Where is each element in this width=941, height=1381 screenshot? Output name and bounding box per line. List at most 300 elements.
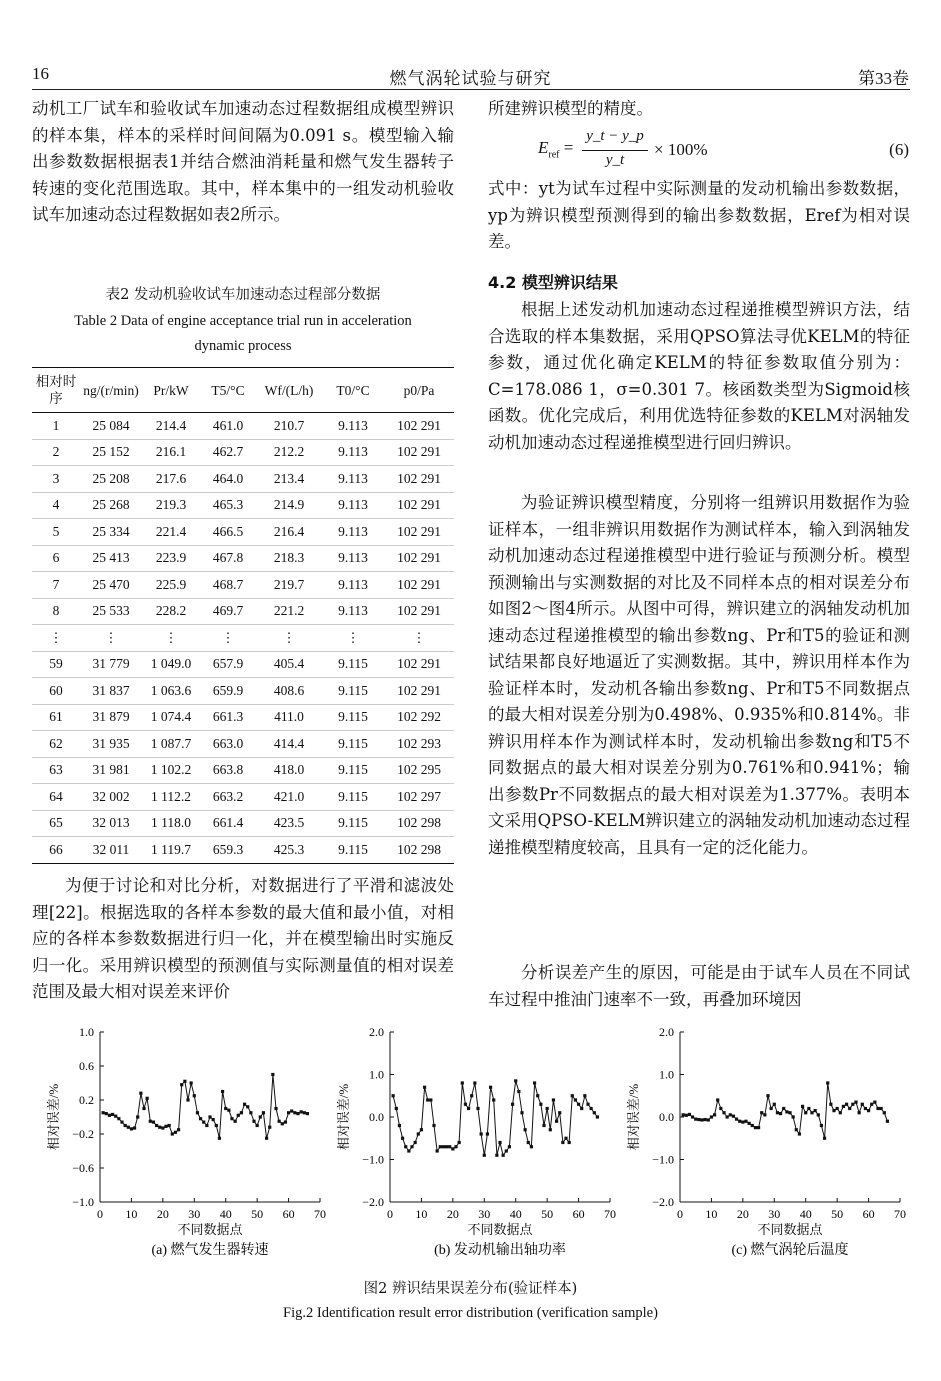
data-point bbox=[392, 1094, 395, 1097]
x-tick-label: 10 bbox=[705, 1207, 718, 1221]
volume-label: 第33卷 bbox=[858, 69, 909, 88]
data-point bbox=[530, 1145, 533, 1148]
data-point bbox=[142, 1107, 145, 1110]
data-point bbox=[196, 1111, 199, 1114]
data-point bbox=[398, 1124, 401, 1127]
table-cell: 9.115 bbox=[322, 731, 384, 758]
table-cell: 214.4 bbox=[142, 413, 200, 440]
data-point bbox=[183, 1080, 186, 1083]
table-cell: 212.2 bbox=[256, 439, 322, 466]
data-point bbox=[744, 1120, 747, 1123]
data-point bbox=[486, 1132, 489, 1135]
data-point bbox=[414, 1141, 417, 1144]
data-point bbox=[795, 1128, 798, 1131]
table-cell: 102 293 bbox=[384, 731, 454, 758]
data-point bbox=[596, 1115, 599, 1118]
data-point bbox=[186, 1098, 189, 1101]
data-point bbox=[274, 1107, 277, 1110]
data-point bbox=[719, 1107, 722, 1110]
table-cell: 9.113 bbox=[322, 413, 384, 440]
data-point bbox=[549, 1128, 552, 1131]
data-point bbox=[146, 1097, 149, 1100]
table-row bbox=[32, 519, 454, 546]
eq-fraction-bar bbox=[582, 150, 648, 151]
x-tick-label: 50 bbox=[251, 1207, 264, 1221]
data-point bbox=[842, 1105, 845, 1108]
data-point bbox=[271, 1073, 274, 1076]
table-cell: 102 291 bbox=[384, 651, 454, 678]
table-cell: 102 298 bbox=[384, 837, 454, 864]
table-cell: 461.0 bbox=[200, 413, 256, 440]
data-point bbox=[748, 1122, 751, 1125]
data-point bbox=[177, 1128, 180, 1131]
left-top-paragraph: 动机工厂试车和验收试车加速动态过程数据组成模型辨识的样本集，样本的采样时间间隔为0.091 s。模型输入输出参数数据根据表1并结合燃油消耗量和燃气发生器转子转速的变化范围选取。其中，样本集中的一组发动机验收试车加速动态过程数据如表2所示。 bbox=[32, 99, 454, 224]
table-cell: 661.4 bbox=[200, 810, 256, 837]
table-cell: 219.3 bbox=[142, 492, 200, 519]
data-point bbox=[779, 1112, 782, 1115]
data-point bbox=[832, 1109, 835, 1112]
table-cell: 1 118.0 bbox=[142, 810, 200, 837]
series-line bbox=[683, 1083, 887, 1138]
data-point bbox=[741, 1121, 744, 1124]
table-cell: 421.0 bbox=[256, 784, 322, 811]
data-point bbox=[246, 1105, 249, 1108]
data-point bbox=[492, 1098, 495, 1101]
table-row bbox=[32, 704, 454, 731]
data-point bbox=[303, 1111, 306, 1114]
table-row bbox=[32, 466, 454, 493]
table-cell: 32 002 bbox=[80, 784, 142, 811]
x-tick-label: 20 bbox=[446, 1207, 459, 1221]
data-point bbox=[704, 1118, 707, 1121]
data-point bbox=[111, 1113, 114, 1116]
data-point bbox=[262, 1111, 265, 1114]
table-header-cell: Pr/kW bbox=[142, 368, 200, 413]
data-point bbox=[290, 1109, 293, 1112]
table-cell: 213.4 bbox=[256, 466, 322, 493]
table-row bbox=[32, 545, 454, 572]
data-point bbox=[524, 1128, 527, 1131]
data-point bbox=[227, 1109, 230, 1112]
data-point bbox=[586, 1103, 589, 1106]
table-cell: 102 292 bbox=[384, 704, 454, 731]
data-point bbox=[694, 1118, 697, 1121]
right-paragraph-2: 为验证辨识模型精度，分别将一组辨识用数据作为验证样本，一组非辨识用数据作为测试样本，输入到涡轴发动机加速动态过程递推模型中进行验证与预测分析。模型预测输出与实测数据的对比及不同样本点的相对误差分布如图2～图4所示。从图中可得，辨识建立的涡轴发动机加速动态过程递推模型的输出参数ng、Pr和T5的验证和测试结果都良好地逼近了实测数据。其中，辨识用样本作为验证样本时，发动机各输出参数ng、Pr和T5不同数据点的最大相对误差分别为0.498%、0.935%和0.814%。非辨识用样本作为测试样本时，发动机输出参数ng和T5不同数据点的最大相对误差分别为0.761%和0.941%；输出参数Pr不同数据点的最大相对误差为1.377%。表明本文采用QPSO-KELM辨识建立的涡轴发动机加速动态过程递推模型精度较高，且具有一定的泛化能力。 bbox=[488, 493, 910, 857]
y-tick-label: 0.0 bbox=[369, 1110, 384, 1124]
data-point bbox=[590, 1107, 593, 1110]
table-cell: 102 291 bbox=[384, 413, 454, 440]
table-cell: 25 084 bbox=[80, 413, 142, 440]
table-cell: 663.0 bbox=[200, 731, 256, 758]
table-cell: 25 533 bbox=[80, 598, 142, 625]
chart-title: (c) 燃气涡轮后温度 bbox=[731, 1243, 849, 1258]
table-row bbox=[32, 598, 454, 625]
table-cell: 59 bbox=[32, 651, 80, 678]
table-cell: 9.115 bbox=[322, 651, 384, 678]
figure-caption-en: Fig.2 Identification result error distribution (verification sample) bbox=[283, 1305, 658, 1321]
data-point bbox=[432, 1124, 435, 1127]
data-point bbox=[886, 1120, 889, 1123]
data-point bbox=[117, 1117, 120, 1120]
data-point bbox=[517, 1090, 520, 1093]
table-cell: 1 119.7 bbox=[142, 837, 200, 864]
table-cell: 102 291 bbox=[384, 545, 454, 572]
data-point bbox=[542, 1124, 545, 1127]
table-cell: 657.9 bbox=[200, 651, 256, 678]
table-cell: 218.3 bbox=[256, 545, 322, 572]
data-point bbox=[561, 1141, 564, 1144]
table-body bbox=[32, 413, 454, 864]
table-cell: 411.0 bbox=[256, 704, 322, 731]
data-point bbox=[281, 1122, 284, 1125]
data-point bbox=[536, 1094, 539, 1097]
data-point bbox=[520, 1111, 523, 1114]
section-title: 4.2 模型辨识结果 bbox=[488, 273, 618, 292]
table-cell: 32 013 bbox=[80, 810, 142, 837]
data-table bbox=[32, 367, 454, 864]
table-caption-cn: 表2 发动机验收试车加速动态过程部分数据 bbox=[105, 287, 381, 303]
table-cell: 221.4 bbox=[142, 519, 200, 546]
data-point bbox=[710, 1115, 713, 1118]
table-caption-en-1: Table 2 Data of engine acceptance trial run in acceleration bbox=[74, 313, 412, 329]
data-point bbox=[436, 1149, 439, 1152]
data-point bbox=[688, 1113, 691, 1116]
data-point bbox=[287, 1111, 290, 1114]
data-point bbox=[234, 1120, 237, 1123]
y-axis-label: 相对误差/% bbox=[336, 1083, 351, 1151]
table-cell: 31 837 bbox=[80, 678, 142, 705]
table-cell: 9.115 bbox=[322, 784, 384, 811]
table-row bbox=[32, 492, 454, 519]
table-cell: 9.113 bbox=[322, 466, 384, 493]
data-point bbox=[284, 1121, 287, 1124]
table-cell: 102 291 bbox=[384, 439, 454, 466]
table-header-row bbox=[32, 368, 454, 413]
y-tick-label: −0.6 bbox=[72, 1161, 94, 1175]
data-point bbox=[726, 1115, 729, 1118]
data-point bbox=[102, 1111, 105, 1114]
data-point bbox=[495, 1154, 498, 1157]
table-cell: 1 bbox=[32, 413, 80, 440]
left-bottom-paragraph: 为便于讨论和对比分析，对数据进行了平滑和滤波处理[22]。根据选取的各样本参数的最大值和最小值，对相应的各样本参数数据进行归一化，并在模型输出时实施反归一化。采用辨识模型的预测值与实际测量值的相对误差范围及最大相对误差来评价 bbox=[32, 876, 454, 1001]
table-cell: 9.113 bbox=[322, 545, 384, 572]
journal-title: 燃气涡轮试验与研究 bbox=[389, 69, 552, 88]
data-point bbox=[161, 1126, 164, 1129]
data-point bbox=[792, 1115, 795, 1118]
table-cell: 9.115 bbox=[322, 837, 384, 864]
chart-panel-b bbox=[320, 1020, 620, 1280]
data-point bbox=[174, 1131, 177, 1134]
table-cell: 659.3 bbox=[200, 837, 256, 864]
data-point bbox=[533, 1081, 536, 1084]
data-point bbox=[766, 1094, 769, 1097]
table-cell: 4 bbox=[32, 492, 80, 519]
data-point bbox=[461, 1081, 464, 1084]
table-cell: 25 334 bbox=[80, 519, 142, 546]
series-line bbox=[393, 1081, 597, 1155]
data-point bbox=[757, 1126, 760, 1129]
data-point bbox=[489, 1086, 492, 1089]
eq-explanation: 式中：yt为试车过程中实际测量的发动机输出参数数据，yp为辨识模型预测得到的输出参数数据，Eref为相对误差。 bbox=[488, 179, 910, 251]
x-tick-label: 20 bbox=[156, 1207, 169, 1221]
data-point bbox=[732, 1115, 735, 1118]
table-row bbox=[32, 784, 454, 811]
table-row bbox=[32, 651, 454, 678]
data-point bbox=[108, 1114, 111, 1117]
data-point bbox=[880, 1107, 883, 1110]
data-point bbox=[851, 1103, 854, 1106]
data-point bbox=[417, 1132, 420, 1135]
y-tick-label: 0.0 bbox=[659, 1110, 674, 1124]
x-tick-label: 30 bbox=[478, 1207, 491, 1221]
x-tick-label: 60 bbox=[862, 1207, 875, 1221]
data-point bbox=[511, 1103, 514, 1106]
table-row bbox=[32, 757, 454, 784]
x-axis-label: 不同数据点 bbox=[467, 1222, 533, 1237]
x-tick-label: 70 bbox=[894, 1207, 906, 1221]
y-axis-label: 相对误差/% bbox=[46, 1083, 61, 1151]
y-tick-label: −1.0 bbox=[652, 1152, 674, 1167]
table-cell: 9.115 bbox=[322, 810, 384, 837]
data-point bbox=[152, 1121, 155, 1124]
table-row bbox=[32, 678, 454, 705]
data-point bbox=[873, 1101, 876, 1104]
data-point bbox=[410, 1145, 413, 1148]
data-point bbox=[583, 1094, 586, 1097]
data-point bbox=[240, 1111, 243, 1114]
data-point bbox=[555, 1120, 558, 1123]
table-cell: ⋮ bbox=[322, 625, 384, 652]
table-cell: 65 bbox=[32, 810, 80, 837]
table-header-cell: 相对时序 bbox=[32, 368, 80, 413]
table-header-cell: p0/Pa bbox=[384, 368, 454, 413]
table-cell: 219.7 bbox=[256, 572, 322, 599]
data-point bbox=[716, 1098, 719, 1101]
chart-title: (a) 燃气发生器转速 bbox=[151, 1243, 269, 1258]
data-point bbox=[502, 1154, 505, 1157]
x-tick-label: 20 bbox=[736, 1207, 749, 1221]
data-point bbox=[221, 1090, 224, 1093]
table-cell: 663.8 bbox=[200, 757, 256, 784]
data-point bbox=[864, 1107, 867, 1110]
data-point bbox=[451, 1147, 454, 1150]
data-point bbox=[807, 1107, 810, 1110]
x-tick-label: 40 bbox=[509, 1207, 522, 1221]
x-tick-label: 70 bbox=[604, 1207, 616, 1221]
page-number: 16 bbox=[32, 64, 49, 83]
table-cell: 60 bbox=[32, 678, 80, 705]
table-cell: 223.9 bbox=[142, 545, 200, 572]
data-point bbox=[836, 1107, 839, 1110]
data-point bbox=[738, 1120, 741, 1123]
data-point bbox=[149, 1120, 152, 1123]
data-point bbox=[407, 1149, 410, 1152]
data-point bbox=[848, 1107, 851, 1110]
data-point bbox=[820, 1124, 823, 1127]
data-point bbox=[265, 1137, 268, 1140]
table-cell: 465.3 bbox=[200, 492, 256, 519]
table-cell: 102 291 bbox=[384, 598, 454, 625]
table-cell: 661.3 bbox=[200, 704, 256, 731]
data-point bbox=[763, 1113, 766, 1116]
table-cell: 9.113 bbox=[322, 598, 384, 625]
data-point bbox=[259, 1115, 262, 1118]
data-point bbox=[208, 1115, 211, 1118]
data-point bbox=[814, 1109, 817, 1112]
data-point bbox=[139, 1092, 142, 1095]
x-tick-label: 30 bbox=[768, 1207, 781, 1221]
data-point bbox=[817, 1113, 820, 1116]
data-point bbox=[568, 1141, 571, 1144]
table-cell: 469.7 bbox=[200, 598, 256, 625]
table-cell: 102 291 bbox=[384, 466, 454, 493]
table-cell: ⋮ bbox=[142, 625, 200, 652]
y-tick-label: −1.0 bbox=[72, 1195, 94, 1209]
x-tick-label: 50 bbox=[541, 1207, 554, 1221]
data-point bbox=[839, 1111, 842, 1114]
data-point bbox=[508, 1145, 511, 1148]
data-point bbox=[580, 1107, 583, 1110]
table-cell: 221.2 bbox=[256, 598, 322, 625]
data-point bbox=[498, 1141, 501, 1144]
table-cell: 423.5 bbox=[256, 810, 322, 837]
table-cell: 663.2 bbox=[200, 784, 256, 811]
table-cell: 1 102.2 bbox=[142, 757, 200, 784]
table-cell: ⋮ bbox=[200, 625, 256, 652]
data-point bbox=[168, 1124, 171, 1127]
table-cell: 1 087.7 bbox=[142, 731, 200, 758]
table-header-cell: T5/°C bbox=[200, 368, 256, 413]
data-point bbox=[190, 1081, 193, 1084]
y-axis-label: 相对误差/% bbox=[626, 1083, 641, 1151]
data-point bbox=[401, 1137, 404, 1140]
x-tick-label: 30 bbox=[188, 1207, 201, 1221]
data-point bbox=[505, 1149, 508, 1152]
table-cell: 2 bbox=[32, 439, 80, 466]
data-point bbox=[782, 1107, 785, 1110]
data-point bbox=[252, 1120, 255, 1123]
data-point bbox=[429, 1098, 432, 1101]
data-point bbox=[876, 1107, 879, 1110]
table-cell: 425.3 bbox=[256, 837, 322, 864]
x-tick-label: 0 bbox=[677, 1207, 683, 1221]
data-point bbox=[826, 1081, 829, 1084]
y-tick-label: −2.0 bbox=[362, 1195, 384, 1209]
data-point bbox=[293, 1111, 296, 1114]
data-point bbox=[404, 1145, 407, 1148]
data-point bbox=[473, 1081, 476, 1084]
table-cell: 102 291 bbox=[384, 519, 454, 546]
data-point bbox=[552, 1098, 555, 1101]
table-row bbox=[32, 810, 454, 837]
table-cell: ⋮ bbox=[384, 625, 454, 652]
table-cell: 25 152 bbox=[80, 439, 142, 466]
table-cell: 9.113 bbox=[322, 572, 384, 599]
data-point bbox=[810, 1111, 813, 1114]
data-point bbox=[256, 1124, 259, 1127]
data-point bbox=[829, 1103, 832, 1106]
y-tick-label: −0.2 bbox=[72, 1127, 94, 1141]
data-point bbox=[713, 1113, 716, 1116]
chart-panel-a bbox=[30, 1020, 330, 1280]
table-cell: 63 bbox=[32, 757, 80, 784]
table-cell: 214.9 bbox=[256, 492, 322, 519]
data-point bbox=[527, 1141, 530, 1144]
data-point bbox=[574, 1098, 577, 1101]
table-cell: 5 bbox=[32, 519, 80, 546]
table-row bbox=[32, 439, 454, 466]
y-tick-label: 1.0 bbox=[659, 1067, 674, 1082]
x-tick-label: 50 bbox=[831, 1207, 844, 1221]
data-point bbox=[785, 1110, 788, 1113]
y-tick-label: 0.2 bbox=[79, 1093, 94, 1107]
data-point bbox=[171, 1132, 174, 1135]
table-cell: 31 981 bbox=[80, 757, 142, 784]
table-cell: 1 074.4 bbox=[142, 704, 200, 731]
data-point bbox=[467, 1107, 470, 1110]
table-cell: 32 011 bbox=[80, 837, 142, 864]
table-cell: 31 779 bbox=[80, 651, 142, 678]
data-point bbox=[751, 1124, 754, 1127]
table-cell: 9.115 bbox=[322, 704, 384, 731]
table-cell: 8 bbox=[32, 598, 80, 625]
table-cell: 31 879 bbox=[80, 704, 142, 731]
data-point bbox=[858, 1111, 861, 1114]
table-cell: 102 291 bbox=[384, 678, 454, 705]
data-point bbox=[754, 1126, 757, 1129]
x-tick-label: 0 bbox=[97, 1207, 103, 1221]
y-tick-label: 2.0 bbox=[369, 1025, 384, 1039]
table-cell: 31 935 bbox=[80, 731, 142, 758]
data-point bbox=[136, 1115, 139, 1118]
data-point bbox=[729, 1113, 732, 1116]
data-point bbox=[193, 1094, 196, 1097]
table-cell: 210.7 bbox=[256, 413, 322, 440]
table-cell: 9.113 bbox=[322, 492, 384, 519]
x-tick-label: 70 bbox=[314, 1207, 326, 1221]
table-cell: 408.6 bbox=[256, 678, 322, 705]
data-point bbox=[202, 1121, 205, 1124]
data-point bbox=[870, 1103, 873, 1106]
table-row bbox=[32, 837, 454, 864]
figure-caption-cn: 图2 辨识结果误差分布(验证样本) bbox=[363, 1281, 578, 1297]
y-tick-label: 1.0 bbox=[79, 1025, 94, 1039]
table-cell: 3 bbox=[32, 466, 80, 493]
eq-tail: × 100% bbox=[654, 140, 708, 159]
data-point bbox=[439, 1145, 442, 1148]
table-caption-en-2: dynamic process bbox=[194, 338, 292, 354]
data-point bbox=[700, 1118, 703, 1121]
eq-number: (6) bbox=[889, 140, 909, 159]
table-cell: 228.2 bbox=[142, 598, 200, 625]
data-point bbox=[426, 1098, 429, 1101]
table-cell: 25 413 bbox=[80, 545, 142, 572]
data-point bbox=[577, 1103, 580, 1106]
data-point bbox=[164, 1125, 167, 1128]
table-cell: 216.1 bbox=[142, 439, 200, 466]
data-point bbox=[105, 1112, 108, 1115]
data-point bbox=[682, 1113, 685, 1116]
data-point bbox=[124, 1124, 127, 1127]
data-point bbox=[480, 1132, 483, 1135]
data-point bbox=[546, 1107, 549, 1110]
table-cell: 466.5 bbox=[200, 519, 256, 546]
data-point bbox=[199, 1117, 202, 1120]
data-point bbox=[539, 1103, 542, 1106]
data-point bbox=[788, 1111, 791, 1114]
table-cell: 102 291 bbox=[384, 492, 454, 519]
data-point bbox=[798, 1132, 801, 1135]
